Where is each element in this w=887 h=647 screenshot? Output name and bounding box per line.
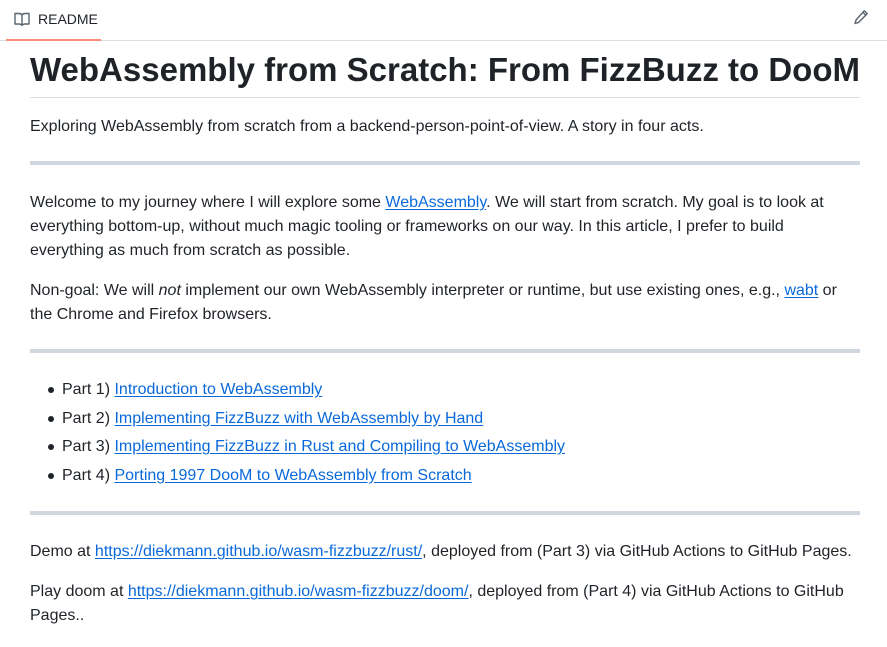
nongoal-emphasis: not: [158, 282, 181, 299]
demo-link[interactable]: https://diekmann.github.io/wasm-fizzbuzz/rust/: [94, 543, 423, 560]
pencil-icon[interactable]: [853, 9, 869, 25]
section-divider: [30, 511, 860, 515]
play-text-before: Play doom at: [30, 583, 128, 600]
wabt-link[interactable]: wabt: [784, 282, 819, 299]
demo-paragraph: [30, 540, 860, 564]
welcome-text-after: . We will start from scratch. My goal is to look at everything bottom-up, without much magic tooling or frameworks on our way. In this article, I prefer to build everything as much from scratch as possible.: [30, 194, 824, 259]
part-1-link[interactable]: Introduction to WebAssembly: [114, 381, 323, 398]
bullet-icon: [48, 473, 54, 479]
nongoal-text-3: or the Chrome and Firefox browsers.: [30, 282, 837, 323]
list-item: [48, 435, 565, 464]
part-3-link[interactable]: Implementing FizzBuzz in Rust and Compiling to WebAssembly: [114, 438, 566, 455]
part-prefix: Part 1): [62, 381, 115, 398]
list-item: [48, 407, 565, 436]
demo-text-after: , deployed from (Part 3) via GitHub Actions to GitHub Pages.: [422, 543, 852, 560]
part-2-link[interactable]: Implementing FizzBuzz with WebAssembly by Hand: [114, 409, 484, 427]
demo-text-before: Demo at: [30, 543, 95, 560]
part-4-link[interactable]: Porting 1997 DooM to WebAssembly from Scratch: [114, 466, 472, 484]
page-title: WebAssembly from Scratch: From FizzBuzz to DooM: [30, 51, 860, 88]
section-divider: [30, 161, 860, 165]
welcome-text-before: Welcome to my journey where I will explore some: [30, 194, 386, 211]
bullet-icon: [48, 444, 54, 450]
tagline: Exploring WebAssembly from scratch from a backend-person-point-of-view. A story in four acts.: [30, 118, 704, 135]
nongoal-text-1: Non-goal: We will: [30, 282, 159, 299]
parts-list: [48, 378, 565, 492]
doom-link[interactable]: https://diekmann.github.io/wasm-fizzbuzz/doom/: [127, 583, 469, 600]
list-item: [48, 464, 565, 493]
part-prefix: Part 4): [62, 466, 115, 484]
webassembly-link[interactable]: WebAssembly: [385, 194, 487, 211]
list-item: [48, 378, 565, 407]
section-divider: [30, 349, 860, 353]
play-paragraph: [30, 580, 860, 628]
part-prefix: Part 2): [62, 409, 115, 427]
tab-readme[interactable]: [6, 0, 101, 41]
bullet-icon: [48, 387, 54, 393]
play-text-after: , deployed from (Part 4) via GitHub Actions to GitHub Pages..: [30, 583, 844, 624]
title-divider: [30, 97, 860, 98]
nongoal-paragraph: [30, 279, 860, 327]
welcome-paragraph: [30, 191, 860, 263]
bullet-icon: [48, 416, 54, 422]
readme-tabbar: [0, 0, 887, 41]
book-icon: [14, 11, 30, 27]
part-prefix: Part 3): [62, 438, 115, 455]
nongoal-text-2: implement our own WebAssembly interpreter or runtime, but use existing ones, e.g.,: [180, 282, 785, 299]
tab-label: README: [38, 11, 98, 27]
